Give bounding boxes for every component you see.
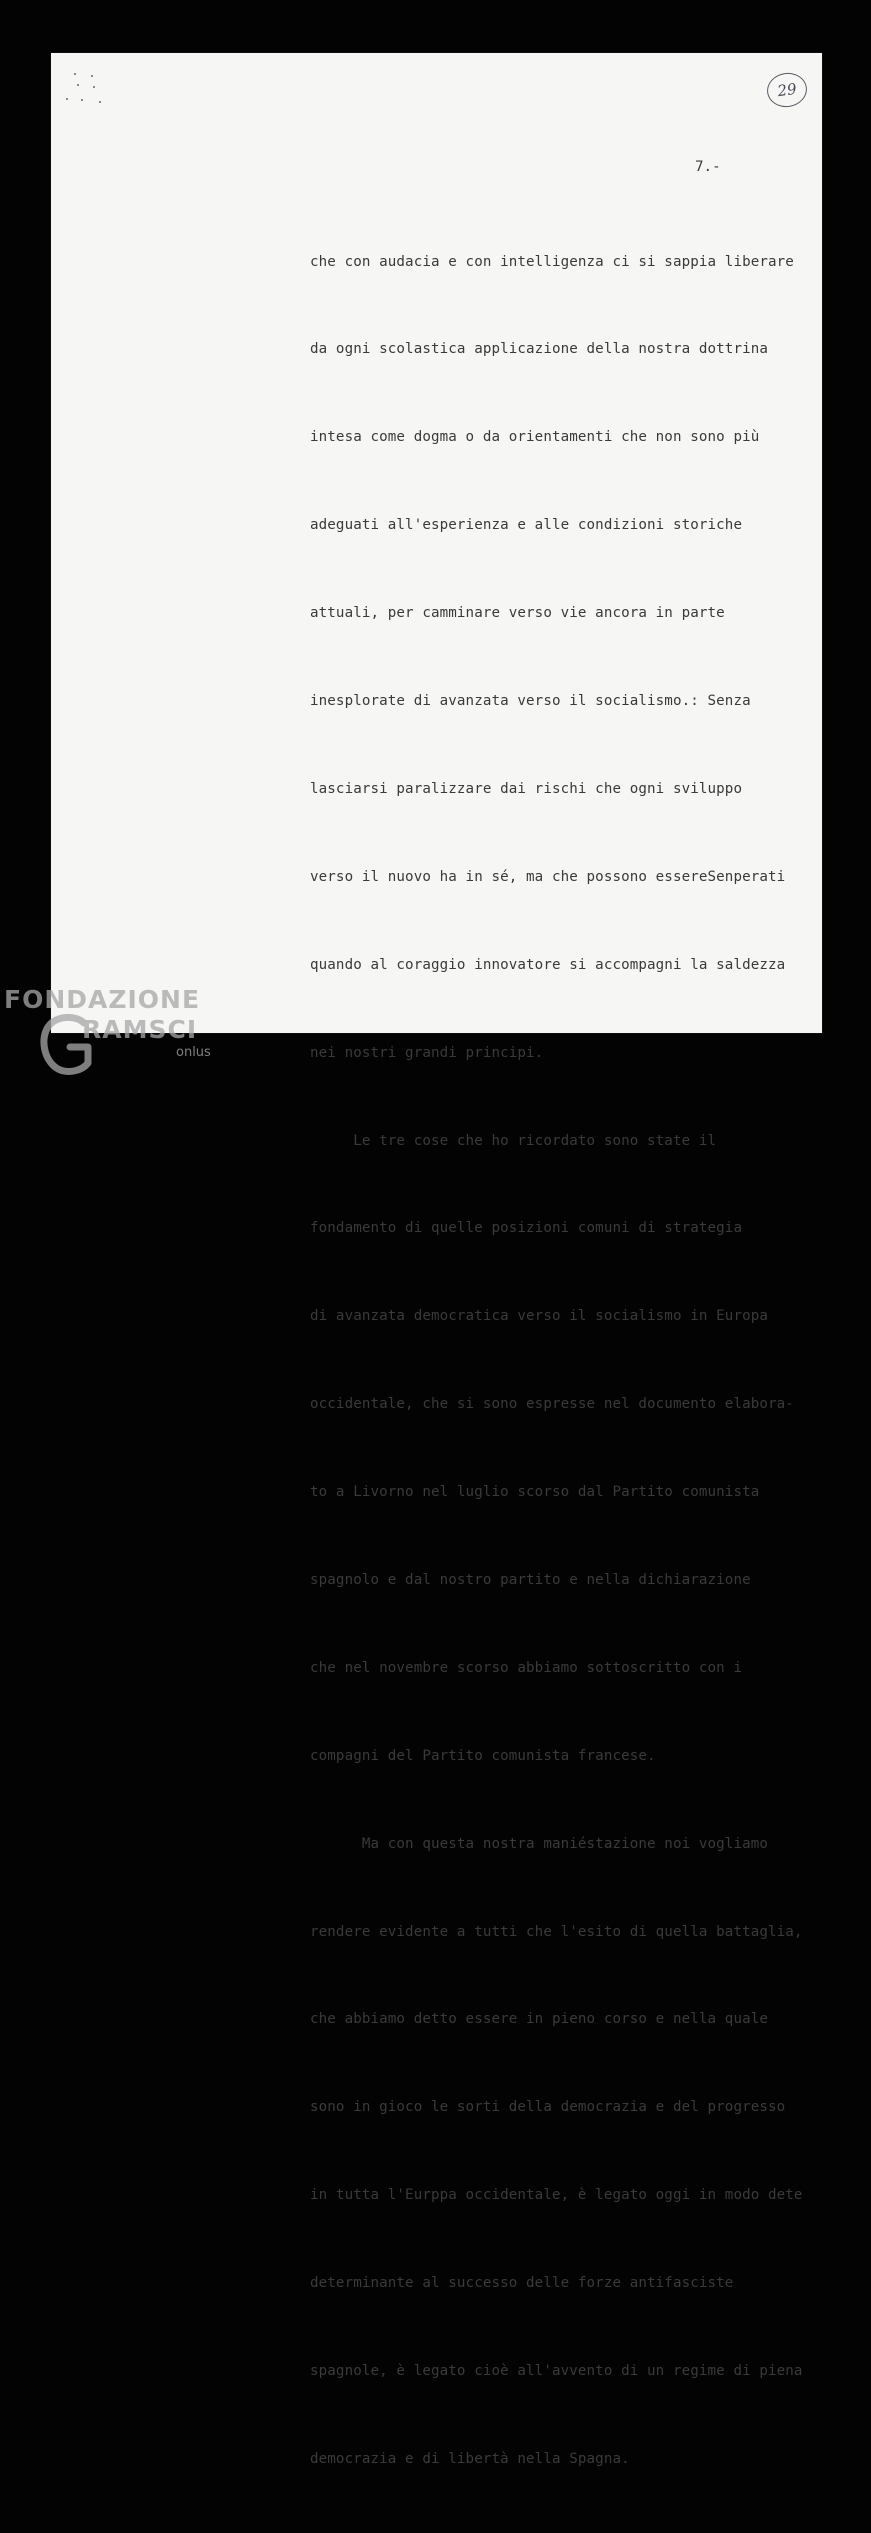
- text-line: nei nostri grandi principi.: [310, 1044, 544, 1061]
- text-line: di avanzata democratica verso il socialismo in Europa: [310, 1308, 769, 1325]
- page-number: 7.-: [695, 159, 721, 175]
- text-line: democrazia e di libertà nella Spagna.: [310, 2450, 630, 2467]
- text-line: inesplorate di avanzata verso il socialismo.: Senza: [310, 693, 751, 710]
- archive-page-number-stamp: 29: [765, 70, 809, 109]
- text-line: rendere evidente a tutti che l'esito di quella battaglia,: [310, 1923, 803, 1940]
- text-line: spagnole, è legato cioè all'avvento di un regime di piena: [310, 2362, 803, 2379]
- text-line: fondamento di quelle posizioni comuni di strategia: [310, 1220, 743, 1237]
- text-line: lasciarsi paralizzare dai rischi che ogni sviluppo: [310, 780, 743, 797]
- paper-specks: [63, 71, 113, 111]
- text-line: occidentale, che si sono espresse nel documento elabora-: [310, 1396, 794, 1413]
- text-line: determinante al successo delle forze antifasciste: [310, 2275, 734, 2292]
- watermark-tagline: onlus: [176, 1045, 211, 1060]
- watermark-title: FONDAZIONE: [4, 985, 201, 1014]
- text-line: compagni del Partito comunista francese.: [310, 1747, 656, 1764]
- text-line: quando al coraggio innovatore si accompagni la saldezza: [310, 956, 786, 973]
- watermark-subtitle: RAMSCI: [82, 1015, 198, 1044]
- text-line: intesa come dogma o da orientamenti che non sono più: [310, 429, 760, 446]
- text-line: to a Livorno nel luglio scorso dal Partito comunista: [310, 1484, 760, 1501]
- text-line: verso il nuovo ha in sé, ma che possono essereSenperati: [310, 868, 786, 885]
- text-line: che nel novembre scorso abbiamo sottoscritto con i: [310, 1659, 743, 1676]
- fondazione-gramsci-watermark: [4, 985, 244, 1080]
- text-line: che con audacia e con intelligenza ci si sappia liberare: [310, 253, 794, 270]
- text-line: da ogni scolastica applicazione della nostra dottrina: [310, 341, 769, 358]
- text-line: Le tre cose che ho ricordato sono state il: [310, 1132, 717, 1149]
- typewritten-text: [310, 189, 820, 2533]
- text-line: che abbiamo detto essere in pieno corso e nella quale: [310, 2011, 769, 2028]
- text-line: in tutta l'Eurppa occidentale, è legato oggi in modo dete: [310, 2187, 803, 2204]
- text-line: spagnolo e dal nostro partito e nella dichiarazione: [310, 1571, 751, 1588]
- text-line: sono in gioco le sorti della democrazia e del progresso: [310, 2099, 786, 2116]
- text-line: adeguati all'esperienza e alle condizioni storiche: [310, 517, 743, 534]
- text-line: Ma con questa nostra maniéstazione noi vogliamo: [310, 1835, 769, 1852]
- text-line: attuali, per camminare verso vie ancora in parte: [310, 605, 725, 622]
